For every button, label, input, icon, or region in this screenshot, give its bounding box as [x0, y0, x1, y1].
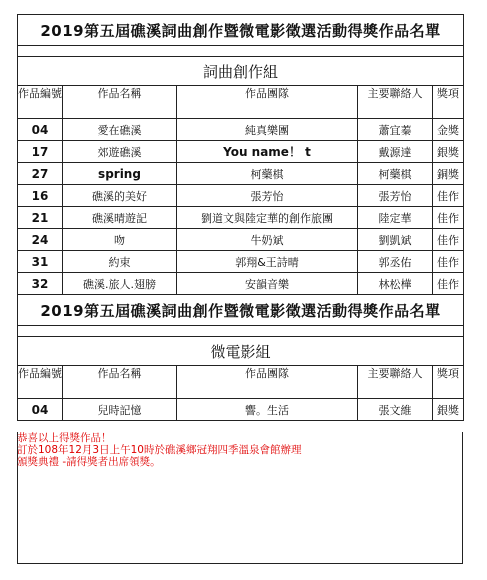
table-row [18, 185, 464, 207]
cell-contact: 陸定華 [358, 207, 433, 229]
notice-line-2: 訂於108年12月3日上午10時於礁溪鄉冠翔四季溫泉會館辦理 [17, 444, 302, 456]
cell-contact: 戴源達 [358, 141, 433, 163]
cell-name: 礁溪.旅人.翅膀 [63, 273, 177, 295]
table-header-row [18, 366, 464, 399]
cell-no: 24 [18, 229, 63, 251]
cell-name: 愛在礁溪 [63, 119, 177, 141]
spacer [18, 326, 464, 337]
cell-contact: 劉凱斌 [358, 229, 433, 251]
notice-line-1: 恭喜以上得獎作品！ [17, 432, 112, 444]
cell-name: 兒時記憶 [63, 399, 177, 421]
award-list-sheet [17, 14, 463, 421]
cell-contact: 林松樺 [358, 273, 433, 295]
table-row [18, 273, 464, 295]
header-work-no: 作品編號 [18, 366, 63, 399]
cell-no: 04 [18, 119, 63, 141]
cell-award: 銀獎 [433, 141, 464, 163]
cell-award: 佳作 [433, 229, 464, 251]
section2-title: 2019第五屆礁溪詞曲創作暨微電影徵選活動得獎作品名單 [18, 295, 464, 326]
cell-team: You name！ t [177, 141, 358, 163]
table-row [18, 207, 464, 229]
cell-award: 佳作 [433, 273, 464, 295]
award-table-songwriting [17, 14, 464, 421]
cell-name: 郊遊礁溪 [63, 141, 177, 163]
header-work-no: 作品編號 [18, 86, 63, 119]
cell-name: 礁溪晴遊記 [63, 207, 177, 229]
cell-no: 04 [18, 399, 63, 421]
cell-award: 銀獎 [433, 399, 464, 421]
spacer [18, 46, 464, 57]
cell-no: 31 [18, 251, 63, 273]
cell-team: 張芳怡 [177, 185, 358, 207]
cell-contact: 張芳怡 [358, 185, 433, 207]
cell-team: 響。生活 [177, 399, 358, 421]
cell-award: 佳作 [433, 251, 464, 273]
cell-contact: 郭丞佑 [358, 251, 433, 273]
header-award: 獎項 [433, 86, 464, 119]
cell-contact: 柯藥棋 [358, 163, 433, 185]
cell-team: 純真樂團 [177, 119, 358, 141]
ceremony-notice [17, 432, 463, 468]
cell-team: 柯藥棋 [177, 163, 358, 185]
cell-name: 吻 [63, 229, 177, 251]
table-row [18, 251, 464, 273]
cell-award: 佳作 [433, 185, 464, 207]
table-row [18, 229, 464, 251]
table-row [18, 163, 464, 185]
header-work-name: 作品名稱 [63, 366, 177, 399]
cell-team: 牛奶斌 [177, 229, 358, 251]
cell-no: 16 [18, 185, 63, 207]
cell-contact: 張文維 [358, 399, 433, 421]
cell-no: 21 [18, 207, 63, 229]
section1-title: 2019第五屆礁溪詞曲創作暨微電影徵選活動得獎作品名單 [18, 15, 464, 46]
cell-award: 金獎 [433, 119, 464, 141]
cell-name: 礁溪的美好 [63, 185, 177, 207]
notice-line-3: 頒獎典禮 -請得獎者出席領獎。 [17, 456, 161, 468]
group-title-microfilm: 微電影組 [18, 337, 464, 366]
cell-team: 郭翔&王詩晴 [177, 251, 358, 273]
table-header-row [18, 86, 464, 119]
header-contact: 主要聯絡人 [358, 86, 433, 119]
cell-no: 17 [18, 141, 63, 163]
header-team: 作品團隊 [177, 86, 358, 119]
cell-award: 佳作 [433, 207, 464, 229]
frame-border-bottom [17, 563, 463, 564]
cell-team: 安韻音樂 [177, 273, 358, 295]
header-award: 獎項 [433, 366, 464, 399]
cell-no: 32 [18, 273, 63, 295]
table-row [18, 399, 464, 421]
cell-no: 27 [18, 163, 63, 185]
cell-contact: 蕭宜蓁 [358, 119, 433, 141]
cell-name: spring [63, 163, 177, 185]
cell-team: 劉道文與陸定華的創作旅團 [177, 207, 358, 229]
table-row [18, 119, 464, 141]
header-contact: 主要聯絡人 [358, 366, 433, 399]
table-row [18, 141, 464, 163]
cell-award: 銅獎 [433, 163, 464, 185]
header-team: 作品團隊 [177, 366, 358, 399]
group-title-songwriting: 詞曲創作組 [18, 57, 464, 86]
header-work-name: 作品名稱 [63, 86, 177, 119]
cell-name: 約束 [63, 251, 177, 273]
